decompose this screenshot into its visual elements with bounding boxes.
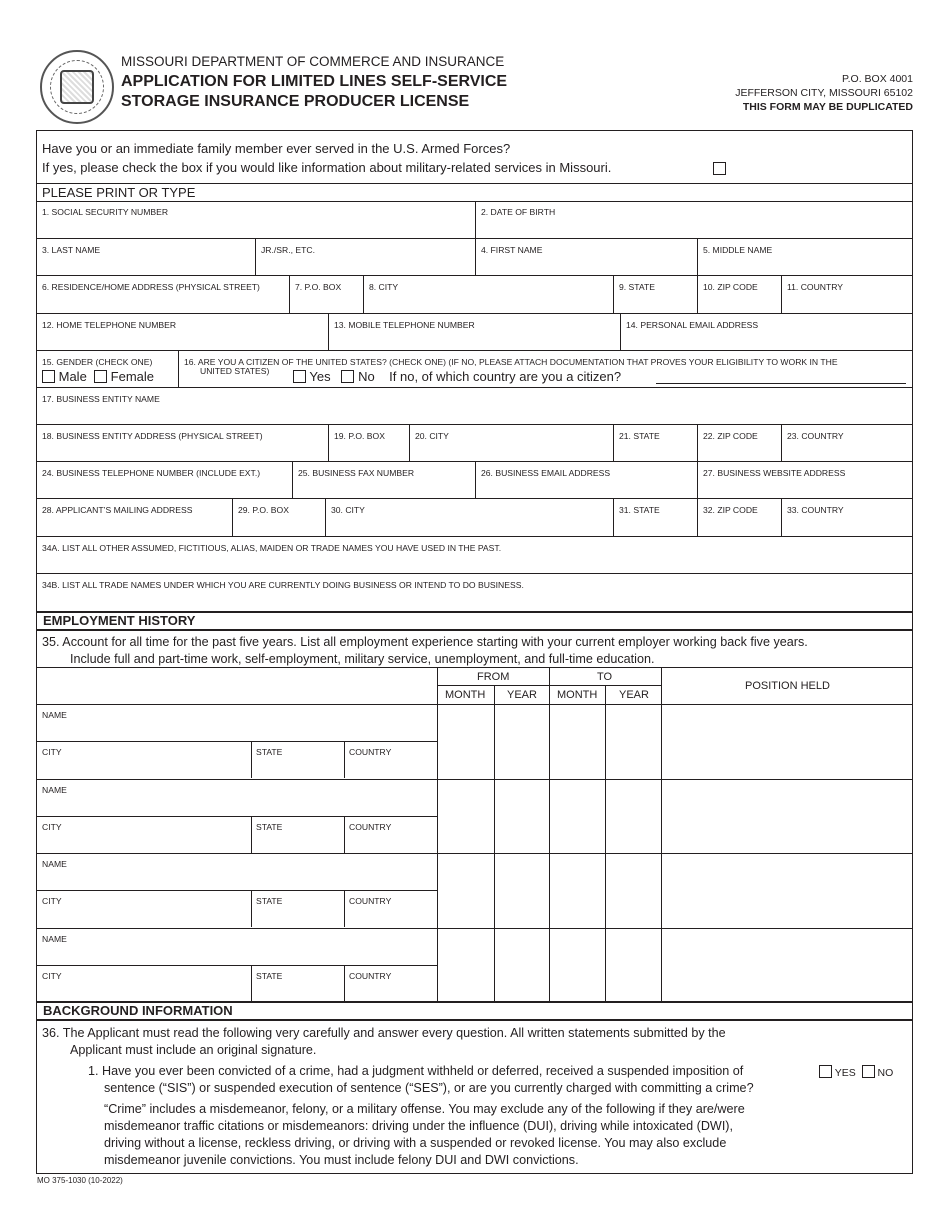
q1-yes-label: YES	[834, 1067, 856, 1079]
item-36-text-2: Applicant must include an original signature.	[70, 1043, 317, 1057]
other-names-field[interactable]: 34A. LIST ALL OTHER ASSUMED, FICTITIOUS, ALIAS, MAIDEN OR TRADE NAMES YOU HAVE USED IN THE PAST.	[37, 537, 912, 574]
form-frame	[36, 130, 913, 1174]
employment-entry	[37, 853, 437, 928]
business-po-box-field[interactable]: 19. P.O. BOX	[329, 425, 410, 462]
from-header: FROM	[477, 671, 510, 683]
citizen-yes-label: Yes	[309, 369, 331, 384]
po-box-field[interactable]: 7. P.O. BOX	[290, 276, 364, 314]
question-1-text-2: sentence (“SIS”) or suspended execution of sentence (“SES”), or are you currently charged with committing a crime?	[104, 1081, 754, 1095]
employment-entry	[37, 704, 437, 779]
city-field[interactable]: 8. CITY	[364, 276, 614, 314]
employment-entry	[37, 928, 437, 1001]
employer-state-field[interactable]: STATE	[256, 971, 283, 981]
business-website-field[interactable]: 27. BUSINESS WEBSITE ADDRESS	[698, 462, 912, 499]
item-35-text-2: Include full and part-time work, self-employment, military service, unemployment, and full-time education.	[70, 652, 655, 666]
q1-no-checkbox[interactable]	[862, 1065, 875, 1078]
ssn-field[interactable]: 1. SOCIAL SECURITY NUMBER	[37, 201, 476, 239]
crime-definition-1: “Crime” includes a misdemeanor, felony, or a military offense. You may exclude any of the following if they are/were	[104, 1102, 745, 1116]
state-field[interactable]: 9. STATE	[614, 276, 698, 314]
from-month-header: MONTH	[445, 689, 486, 701]
item-36-text: 36. The Applicant must read the following very carefully and answer every question. All written statements submitted by the	[42, 1026, 726, 1040]
crime-definition-4: misdemeanor juvenile convictions. You must include felony DUI and DWI convictions.	[104, 1153, 579, 1167]
personal-email-field[interactable]: 14. PERSONAL EMAIL ADDRESS	[621, 314, 912, 351]
to-header: TO	[597, 671, 613, 683]
form-title: APPLICATION FOR LIMITED LINES SELF-SERVICE STORAGE INSURANCE PRODUCER LICENSE	[121, 73, 508, 110]
background-info-heading: BACKGROUND INFORMATION	[43, 1003, 233, 1018]
last-name-field[interactable]: 3. LAST NAME	[37, 239, 256, 276]
item-35-text: 35. Account for all time for the past five years. List all employment experience starting with your current employer working back five years.	[42, 635, 808, 649]
print-note: PLEASE PRINT OR TYPE	[42, 185, 196, 200]
employer-state-field[interactable]: STATE	[256, 822, 283, 832]
mailing-country-field[interactable]: 33. COUNTRY	[782, 499, 912, 537]
zip-field[interactable]: 10. ZIP CODE	[698, 276, 782, 314]
mailing-state-field[interactable]: 31. STATE	[614, 499, 698, 537]
mobile-phone-field[interactable]: 13. MOBILE TELEPHONE NUMBER	[329, 314, 621, 351]
department-name: MISSOURI DEPARTMENT OF COMMERCE AND INSURANCE	[121, 54, 505, 69]
position-held-header: POSITION HELD	[745, 680, 830, 692]
mailing-city-field[interactable]: 30. CITY	[326, 499, 614, 537]
business-state-field[interactable]: 21. STATE	[614, 425, 698, 462]
mailing-address-field[interactable]: 28. APPLICANT’S MAILING ADDRESS	[37, 499, 233, 537]
gender-field: 15. GENDER (CHECK ONE) Male Female	[37, 351, 179, 388]
question-1-text: 1. Have you ever been convicted of a crime, had a judgment withheld or deferred, received a suspended imposition of	[88, 1064, 744, 1078]
employer-name-field[interactable]: NAME	[42, 785, 67, 795]
employer-name-field[interactable]: NAME	[42, 859, 67, 869]
employer-name-field[interactable]: NAME	[42, 934, 67, 944]
employer-country-field[interactable]: COUNTRY	[349, 896, 392, 906]
to-year-header: YEAR	[619, 689, 649, 701]
citizen-country-input[interactable]	[656, 383, 906, 384]
business-city-field[interactable]: 20. CITY	[410, 425, 614, 462]
citizen-country-label: If no, of which country are you a citizen?	[389, 369, 622, 384]
business-country-field[interactable]: 23. COUNTRY	[782, 425, 912, 462]
employer-city-field[interactable]: CITY	[42, 971, 62, 981]
residence-address-field[interactable]: 6. RESIDENCE/HOME ADDRESS (PHYSICAL STREET)	[37, 276, 290, 314]
military-question: Have you or an immediate family member ever served in the U.S. Armed Forces?	[42, 141, 511, 156]
q1-yes-checkbox[interactable]	[819, 1065, 832, 1078]
employer-country-field[interactable]: COUNTRY	[349, 822, 392, 832]
employer-country-field[interactable]: COUNTRY	[349, 971, 392, 981]
employer-name-field[interactable]: NAME	[42, 710, 67, 720]
gender-female-label: Female	[110, 369, 155, 384]
to-month-header: MONTH	[557, 689, 598, 701]
mailing-zip-field[interactable]: 32. ZIP CODE	[698, 499, 782, 537]
citizenship-field: 16. ARE YOU A CITIZEN OF THE UNITED STATES? (CHECK ONE) (IF NO, PLEASE ATTACH DOCUMENTATION THAT PROVES YOUR ELIGIBILITY TO WORK IN THE UNITED STATES) Yes No If no, of which country are you a citizen?	[179, 351, 912, 388]
suffix-field[interactable]: JR./SR., ETC.	[256, 239, 476, 276]
citizen-no-label: No	[358, 369, 375, 384]
military-info-checkbox[interactable]	[713, 162, 726, 175]
citizen-no-checkbox[interactable]	[341, 370, 354, 383]
gender-male-checkbox[interactable]	[42, 370, 55, 383]
employer-city-field[interactable]: CITY	[42, 896, 62, 906]
employer-city-field[interactable]: CITY	[42, 822, 62, 832]
mailing-po-box-field[interactable]: 29. P.O. BOX	[233, 499, 326, 537]
business-email-field[interactable]: 26. BUSINESS EMAIL ADDRESS	[476, 462, 698, 499]
q1-no-label: NO	[877, 1067, 894, 1079]
employer-country-field[interactable]: COUNTRY	[349, 747, 392, 757]
state-seal-icon	[40, 50, 114, 124]
crime-definition-2: misdemeanor traffic citations or misdemeanors: driving under the influence (DUI), driving while intoxicated (DWI),	[104, 1119, 734, 1133]
employer-state-field[interactable]: STATE	[256, 747, 283, 757]
business-fax-field[interactable]: 25. BUSINESS FAX NUMBER	[293, 462, 476, 499]
country-field[interactable]: 11. COUNTRY	[782, 276, 912, 314]
citizen-yes-checkbox[interactable]	[293, 370, 306, 383]
employer-city-field[interactable]: CITY	[42, 747, 62, 757]
form-number: MO 375-1030 (10-2022)	[37, 1176, 123, 1185]
first-name-field[interactable]: 4. FIRST NAME	[476, 239, 698, 276]
employer-state-field[interactable]: STATE	[256, 896, 283, 906]
trade-names-field[interactable]: 34B. LIST ALL TRADE NAMES UNDER WHICH YOU ARE CURRENTLY DOING BUSINESS OR INTEND TO DO BUSINESS.	[42, 580, 524, 590]
dob-field[interactable]: 2. DATE OF BIRTH	[476, 201, 912, 239]
home-phone-field[interactable]: 12. HOME TELEPHONE NUMBER	[37, 314, 329, 351]
mailing-info: P.O. BOX 4001 JEFFERSON CITY, MISSOURI 65102 THIS FORM MAY BE DUPLICATED	[735, 73, 913, 113]
gender-female-checkbox[interactable]	[94, 370, 107, 383]
employment-history-heading: EMPLOYMENT HISTORY	[43, 613, 196, 628]
business-phone-field[interactable]: 24. BUSINESS TELEPHONE NUMBER (INCLUDE EXT.)	[37, 462, 293, 499]
from-year-header: YEAR	[507, 689, 537, 701]
business-address-field[interactable]: 18. BUSINESS ENTITY ADDRESS (PHYSICAL STREET)	[37, 425, 329, 462]
military-followup: If yes, please check the box if you would like information about military-related services in Missouri.	[42, 160, 612, 175]
employment-entry	[37, 779, 437, 854]
middle-name-field[interactable]: 5. MIDDLE NAME	[698, 239, 912, 276]
gender-male-label: Male	[58, 369, 87, 384]
business-entity-name-field[interactable]: 17. BUSINESS ENTITY NAME	[37, 388, 912, 425]
crime-definition-3: driving without a license, reckless driving, or driving with a suspended or revoked license. You may also exclude	[104, 1136, 727, 1150]
business-zip-field[interactable]: 22. ZIP CODE	[698, 425, 782, 462]
